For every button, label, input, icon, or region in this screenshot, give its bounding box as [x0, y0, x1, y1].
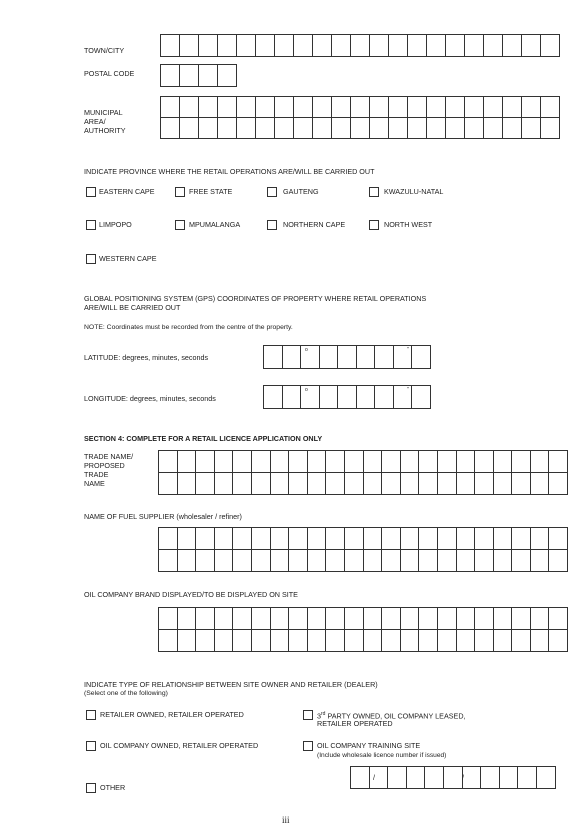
- char-box[interactable]: [484, 118, 503, 139]
- char-box[interactable]: [484, 35, 503, 57]
- char-box[interactable]: [475, 550, 494, 572]
- char-box[interactable]: [251, 528, 270, 550]
- char-box[interactable]: [375, 346, 394, 369]
- char-box[interactable]: [512, 528, 531, 550]
- char-box[interactable]: [344, 528, 363, 550]
- lat-degree-mark: o: [305, 347, 308, 353]
- char-box[interactable]: [437, 473, 456, 495]
- char-box[interactable]: [462, 767, 481, 789]
- char-box[interactable]: [319, 346, 338, 369]
- char-box[interactable]: [218, 118, 237, 139]
- char-box[interactable]: [218, 35, 237, 57]
- char-box[interactable]: [177, 473, 196, 495]
- char-box[interactable]: [159, 550, 178, 572]
- char-box[interactable]: [456, 473, 475, 495]
- char-box[interactable]: [419, 550, 438, 572]
- lat-minute-mark: ': [356, 347, 357, 353]
- char-box[interactable]: [307, 451, 326, 473]
- char-box[interactable]: [177, 608, 196, 630]
- char-box[interactable]: [400, 630, 419, 652]
- char-box[interactable]: [177, 451, 196, 473]
- limpopo-checkbox[interactable]: [86, 220, 96, 230]
- char-box[interactable]: [214, 451, 233, 473]
- char-box[interactable]: [419, 528, 438, 550]
- trade-name-label-1: TRADE NAME/: [84, 452, 134, 461]
- relationship-heading-1: INDICATE TYPE OF RELATIONSHIP BETWEEN SITE OWNER AND RETAILER (DEALER): [84, 680, 378, 689]
- char-box[interactable]: [270, 608, 289, 630]
- gps-note: NOTE: Coordinates must be recorded from the centre of the property.: [84, 324, 293, 331]
- postal-code-field[interactable]: [160, 64, 237, 87]
- char-box[interactable]: [456, 528, 475, 550]
- char-box[interactable]: [338, 386, 357, 409]
- char-box[interactable]: [425, 767, 444, 789]
- char-box[interactable]: [363, 473, 382, 495]
- char-box[interactable]: [503, 35, 522, 57]
- wholesale-licence-field[interactable]: [350, 766, 556, 789]
- char-box[interactable]: [456, 630, 475, 652]
- lon-minute-mark: ': [356, 387, 357, 393]
- char-box[interactable]: [437, 608, 456, 630]
- char-box[interactable]: [159, 630, 178, 652]
- latitude-field[interactable]: [263, 345, 431, 369]
- gauteng-checkbox[interactable]: [267, 187, 277, 197]
- char-box[interactable]: [251, 550, 270, 572]
- char-box[interactable]: [363, 528, 382, 550]
- lat-second-mark: '': [407, 347, 409, 353]
- char-box[interactable]: [161, 97, 180, 118]
- char-box[interactable]: [499, 767, 518, 789]
- char-box[interactable]: [233, 451, 252, 473]
- oil-brand-field[interactable]: [158, 607, 568, 652]
- char-box[interactable]: [307, 550, 326, 572]
- char-box[interactable]: [233, 528, 252, 550]
- char-box[interactable]: [465, 118, 484, 139]
- char-box[interactable]: [344, 608, 363, 630]
- char-box[interactable]: [503, 118, 522, 139]
- char-box[interactable]: [382, 630, 401, 652]
- gps-heading-2: ARE/WILL BE CARRIED OUT: [84, 303, 181, 312]
- third-party-owned-label: 3rd PARTY OWNED, OIL COMPANY LEASED,: [317, 711, 466, 721]
- char-box[interactable]: [196, 608, 215, 630]
- char-box[interactable]: [363, 608, 382, 630]
- lon-degree-mark: o: [305, 387, 308, 393]
- char-box[interactable]: [382, 451, 401, 473]
- char-box[interactable]: [446, 35, 465, 57]
- char-box[interactable]: [326, 528, 345, 550]
- char-box[interactable]: [382, 528, 401, 550]
- char-box[interactable]: [270, 528, 289, 550]
- char-box[interactable]: [400, 451, 419, 473]
- trade-name-label-4: NAME: [84, 479, 105, 488]
- char-box[interactable]: [233, 550, 252, 572]
- longitude-label: LONGITUDE: degrees, minutes, seconds: [84, 394, 216, 403]
- char-box[interactable]: [319, 386, 338, 409]
- third-party-owned-label-2: RETAILER OPERATED: [317, 719, 393, 728]
- oil-company-owned-label: OIL COMPANY OWNED, RETAILER OPERATED: [100, 741, 259, 750]
- char-box[interactable]: [307, 630, 326, 652]
- char-box[interactable]: [307, 528, 326, 550]
- char-box[interactable]: [199, 35, 218, 57]
- char-box[interactable]: [332, 118, 351, 139]
- char-box[interactable]: [437, 528, 456, 550]
- char-box[interactable]: [400, 608, 419, 630]
- char-box[interactable]: [326, 608, 345, 630]
- char-box[interactable]: [549, 630, 568, 652]
- char-box[interactable]: [218, 65, 237, 87]
- char-box[interactable]: [264, 346, 283, 369]
- char-box[interactable]: [180, 65, 199, 87]
- char-box[interactable]: [344, 451, 363, 473]
- third-party-owned-checkbox[interactable]: [303, 710, 313, 720]
- free-state-label: FREE STATE: [189, 187, 233, 196]
- char-box[interactable]: [218, 97, 237, 118]
- char-box[interactable]: [233, 473, 252, 495]
- char-box[interactable]: [237, 97, 256, 118]
- eastern-cape-label: EASTERN CAPE: [99, 187, 155, 196]
- char-box[interactable]: [344, 550, 363, 572]
- char-box[interactable]: [326, 451, 345, 473]
- limpopo-label: LIMPOPO: [99, 220, 132, 229]
- char-box[interactable]: [419, 630, 438, 652]
- char-box[interactable]: [400, 550, 419, 572]
- char-box[interactable]: [251, 473, 270, 495]
- char-box[interactable]: [289, 473, 308, 495]
- char-box[interactable]: [159, 528, 178, 550]
- char-box[interactable]: [214, 550, 233, 572]
- char-box[interactable]: [419, 451, 438, 473]
- char-box[interactable]: [541, 118, 560, 139]
- northern-cape-checkbox[interactable]: [267, 220, 277, 230]
- western-cape-label: WESTERN CAPE: [99, 254, 157, 263]
- char-box[interactable]: [270, 550, 289, 572]
- trade-name-label-2: PROPOSED: [84, 461, 125, 470]
- char-box[interactable]: [180, 118, 199, 139]
- char-box[interactable]: [493, 528, 512, 550]
- char-box[interactable]: [512, 473, 531, 495]
- char-box[interactable]: [332, 35, 351, 57]
- char-box[interactable]: [270, 630, 289, 652]
- char-box[interactable]: [313, 118, 332, 139]
- mpumalanga-label: MPUMALANGA: [189, 220, 241, 229]
- relationship-heading-2: (Select one of the following): [84, 690, 168, 697]
- char-box[interactable]: [400, 473, 419, 495]
- char-box[interactable]: [214, 630, 233, 652]
- char-box[interactable]: [344, 473, 363, 495]
- char-box[interactable]: [388, 767, 407, 789]
- char-box[interactable]: [465, 97, 484, 118]
- municipal-field[interactable]: [160, 96, 560, 139]
- licence-slash-2: /: [462, 773, 464, 782]
- char-box[interactable]: [512, 630, 531, 652]
- char-box[interactable]: [233, 630, 252, 652]
- char-box[interactable]: [275, 118, 294, 139]
- province-heading: INDICATE PROVINCE WHERE THE RETAIL OPERATIONS ARE/WILL BE CARRIED OUT: [84, 167, 375, 176]
- char-box[interactable]: [363, 630, 382, 652]
- char-box[interactable]: [289, 451, 308, 473]
- char-box[interactable]: [475, 608, 494, 630]
- town-city-field[interactable]: [160, 34, 560, 57]
- char-box[interactable]: [536, 767, 555, 789]
- town-city-label: TOWN/CITY: [84, 46, 125, 55]
- char-box[interactable]: [177, 550, 196, 572]
- char-box[interactable]: [264, 386, 283, 409]
- char-box[interactable]: [446, 97, 465, 118]
- char-box[interactable]: [493, 550, 512, 572]
- char-box[interactable]: [512, 451, 531, 473]
- char-box[interactable]: [375, 386, 394, 409]
- char-box[interactable]: [541, 35, 560, 57]
- char-box[interactable]: [196, 451, 215, 473]
- char-box[interactable]: [159, 608, 178, 630]
- char-box[interactable]: [270, 451, 289, 473]
- char-box[interactable]: [237, 118, 256, 139]
- page-number: iii: [282, 815, 290, 825]
- char-box[interactable]: [408, 35, 427, 57]
- char-box[interactable]: [294, 118, 313, 139]
- char-box[interactable]: [214, 608, 233, 630]
- char-box[interactable]: [256, 97, 275, 118]
- char-box[interactable]: [196, 528, 215, 550]
- char-box[interactable]: [382, 550, 401, 572]
- oil-company-training-checkbox[interactable]: [303, 741, 313, 751]
- char-box[interactable]: [344, 630, 363, 652]
- char-box[interactable]: [196, 473, 215, 495]
- char-box[interactable]: [522, 35, 541, 57]
- fuel-supplier-field[interactable]: [158, 527, 568, 572]
- char-box[interactable]: [484, 97, 503, 118]
- gauteng-label: GAUTENG: [283, 187, 319, 196]
- char-box[interactable]: [177, 528, 196, 550]
- char-box[interactable]: [549, 608, 568, 630]
- char-box[interactable]: [351, 35, 370, 57]
- char-box[interactable]: [446, 118, 465, 139]
- char-box[interactable]: [196, 630, 215, 652]
- char-box[interactable]: [530, 630, 549, 652]
- char-box[interactable]: [419, 473, 438, 495]
- oil-brand-label: OIL COMPANY BRAND DISPLAYED/TO BE DISPLAYED ON SITE: [84, 590, 298, 599]
- char-box[interactable]: [475, 630, 494, 652]
- char-box[interactable]: [412, 346, 431, 369]
- char-box[interactable]: [493, 608, 512, 630]
- char-box[interactable]: [326, 473, 345, 495]
- gps-heading-1: GLOBAL POSITIONING SYSTEM (GPS) COORDINATES OF PROPERTY WHERE RETAIL OPERATIONS: [84, 294, 427, 303]
- char-box[interactable]: [214, 528, 233, 550]
- char-box[interactable]: [307, 473, 326, 495]
- char-box[interactable]: [351, 97, 370, 118]
- char-box[interactable]: [159, 451, 178, 473]
- char-box[interactable]: [465, 35, 484, 57]
- char-box[interactable]: [530, 608, 549, 630]
- char-box[interactable]: [275, 35, 294, 57]
- char-box[interactable]: [518, 767, 537, 789]
- char-box[interactable]: [301, 386, 320, 409]
- char-box[interactable]: [363, 451, 382, 473]
- char-box[interactable]: [427, 35, 446, 57]
- municipal-label-1: MUNICIPAL: [84, 108, 123, 117]
- char-box[interactable]: [356, 346, 375, 369]
- char-box[interactable]: [237, 35, 256, 57]
- char-box[interactable]: [370, 118, 389, 139]
- char-box[interactable]: [493, 630, 512, 652]
- char-box[interactable]: [406, 767, 425, 789]
- oil-company-training-sublabel: (Include wholesale licence number if issued): [317, 752, 447, 759]
- kwazulu-natal-label: KWAZULU-NATAL: [384, 187, 444, 196]
- lon-second-mark: '': [407, 387, 409, 393]
- char-box[interactable]: [456, 608, 475, 630]
- municipal-label-3: AUTHORITY: [84, 126, 126, 135]
- north-west-checkbox[interactable]: [369, 220, 379, 230]
- char-box[interactable]: [437, 550, 456, 572]
- char-box[interactable]: [307, 608, 326, 630]
- char-box[interactable]: [251, 630, 270, 652]
- char-box[interactable]: [369, 767, 388, 789]
- char-box[interactable]: [313, 35, 332, 57]
- char-box[interactable]: [481, 767, 500, 789]
- char-box[interactable]: [427, 118, 446, 139]
- char-box[interactable]: [326, 630, 345, 652]
- char-box[interactable]: [512, 550, 531, 572]
- char-box[interactable]: [289, 528, 308, 550]
- mpumalanga-checkbox[interactable]: [175, 220, 185, 230]
- char-box[interactable]: [289, 608, 308, 630]
- char-box[interactable]: [419, 608, 438, 630]
- char-box[interactable]: [389, 35, 408, 57]
- char-box[interactable]: [161, 118, 180, 139]
- char-box[interactable]: [530, 451, 549, 473]
- char-box[interactable]: [289, 550, 308, 572]
- char-box[interactable]: [351, 767, 370, 789]
- char-box[interactable]: [256, 35, 275, 57]
- char-box[interactable]: [161, 65, 180, 87]
- fuel-supplier-label: NAME OF FUEL SUPPLIER (wholesaler / refiner): [84, 512, 242, 521]
- char-box[interactable]: [412, 386, 431, 409]
- char-box[interactable]: [541, 97, 560, 118]
- char-box[interactable]: [530, 528, 549, 550]
- char-box[interactable]: [493, 451, 512, 473]
- char-box[interactable]: [427, 97, 446, 118]
- char-box[interactable]: [282, 386, 301, 409]
- char-box[interactable]: [294, 35, 313, 57]
- char-box[interactable]: [159, 473, 178, 495]
- retailer-owned-checkbox[interactable]: [86, 710, 96, 720]
- postal-code-label: POSTAL CODE: [84, 69, 135, 78]
- char-box[interactable]: [389, 118, 408, 139]
- north-west-label: NORTH WEST: [384, 220, 433, 229]
- oil-company-owned-checkbox[interactable]: [86, 741, 96, 751]
- char-box[interactable]: [275, 97, 294, 118]
- other-label: OTHER: [100, 783, 126, 792]
- char-box[interactable]: [199, 118, 218, 139]
- northern-cape-label: NORTHERN CAPE: [283, 220, 346, 229]
- retailer-owned-label: RETAILER OWNED, RETAILER OPERATED: [100, 710, 244, 719]
- char-box[interactable]: [301, 346, 320, 369]
- char-box[interactable]: [251, 608, 270, 630]
- char-box[interactable]: [370, 97, 389, 118]
- char-box[interactable]: [161, 35, 180, 57]
- char-box[interactable]: [475, 473, 494, 495]
- char-box[interactable]: [180, 97, 199, 118]
- char-box[interactable]: [332, 97, 351, 118]
- char-box[interactable]: [437, 451, 456, 473]
- char-box[interactable]: [549, 473, 568, 495]
- char-box[interactable]: [456, 451, 475, 473]
- char-box[interactable]: [282, 346, 301, 369]
- oil-company-training-label: OIL COMPANY TRAINING SITE: [317, 741, 421, 750]
- char-box[interactable]: [522, 118, 541, 139]
- char-box[interactable]: [475, 451, 494, 473]
- free-state-checkbox[interactable]: [175, 187, 185, 197]
- western-cape-checkbox[interactable]: [86, 254, 96, 264]
- char-box[interactable]: [549, 528, 568, 550]
- char-box[interactable]: [196, 550, 215, 572]
- char-box[interactable]: [270, 473, 289, 495]
- char-box[interactable]: [251, 451, 270, 473]
- char-box[interactable]: [233, 608, 252, 630]
- char-box[interactable]: [408, 118, 427, 139]
- char-box[interactable]: [351, 118, 370, 139]
- char-box[interactable]: [530, 550, 549, 572]
- eastern-cape-checkbox[interactable]: [86, 187, 96, 197]
- char-box[interactable]: [475, 528, 494, 550]
- char-box[interactable]: [199, 97, 218, 118]
- char-box[interactable]: [549, 550, 568, 572]
- char-box[interactable]: [214, 473, 233, 495]
- char-box[interactable]: [456, 550, 475, 572]
- char-box[interactable]: [493, 473, 512, 495]
- char-box[interactable]: [408, 97, 427, 118]
- char-box[interactable]: [356, 386, 375, 409]
- char-box[interactable]: [180, 35, 199, 57]
- char-box[interactable]: [503, 97, 522, 118]
- char-box[interactable]: [294, 97, 313, 118]
- char-box[interactable]: [177, 630, 196, 652]
- char-box[interactable]: [326, 550, 345, 572]
- char-box[interactable]: [443, 767, 462, 789]
- char-box[interactable]: [549, 451, 568, 473]
- char-box[interactable]: [363, 550, 382, 572]
- char-box[interactable]: [313, 97, 332, 118]
- longitude-field[interactable]: [263, 385, 431, 409]
- other-checkbox[interactable]: [86, 783, 96, 793]
- latitude-label: LATITUDE: degrees, minutes, seconds: [84, 353, 209, 362]
- char-box[interactable]: [256, 118, 275, 139]
- char-box[interactable]: [370, 35, 389, 57]
- char-box[interactable]: [437, 630, 456, 652]
- char-box[interactable]: [512, 608, 531, 630]
- trade-name-label-3: TRADE: [84, 470, 109, 479]
- char-box[interactable]: [338, 346, 357, 369]
- section4-heading: SECTION 4: COMPLETE FOR A RETAIL LICENCE APPLICATION ONLY: [84, 434, 323, 443]
- municipal-label-2: AREA/: [84, 117, 106, 126]
- char-box[interactable]: [382, 608, 401, 630]
- char-box[interactable]: [382, 473, 401, 495]
- char-box[interactable]: [530, 473, 549, 495]
- char-box[interactable]: [400, 528, 419, 550]
- char-box[interactable]: [289, 630, 308, 652]
- kwazulu-natal-checkbox[interactable]: [369, 187, 379, 197]
- char-box[interactable]: [389, 97, 408, 118]
- licence-slash-1: /: [373, 773, 375, 782]
- char-box[interactable]: [199, 65, 218, 87]
- char-box[interactable]: [522, 97, 541, 118]
- trade-name-field[interactable]: [158, 450, 568, 495]
